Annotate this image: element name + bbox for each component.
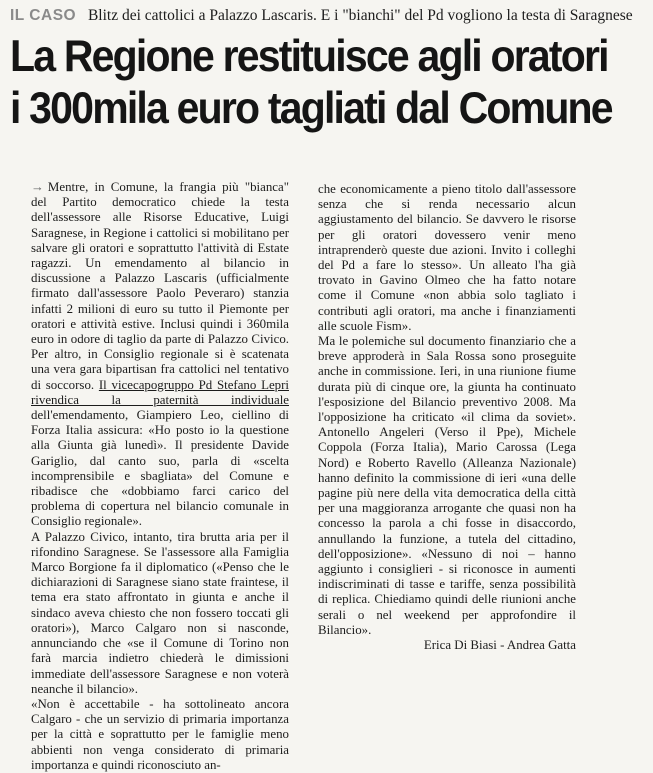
section-label: IL CASO xyxy=(10,7,77,24)
paragraph-1-part-1: Mentre, in Comune, la frangia più "bianca" del Partito democratico chiede la testa dell'assessore alle Risorse Educative, Luigi Saragnese, in Regione i cattolici si mobilitano per salvare gli oratori e soprattutto l'attività di Estate ragazzi. Un emendamento al bilancio in discussione a Palazzo Lascaris (ufficialmente firmato dall'assessore Paolo Peveraro) stanzia infatti 2 milioni di euro su tutto il Piemonte per oratori e attività estive. Inclusi quindi i 360mila euro in odore di taglio da parte di Palazzo Civico. Per altro, in Consiglio regionale si è scatenata una vera gara bipartisan fra cattolici nel tentativo di soccorso. xyxy=(31,180,289,392)
byline: Erica Di Biasi - Andrea Gatta xyxy=(423,638,576,653)
article-paragraph-4: che economicamente a pieno titolo dall'assessore senza che si renda necessario alcun aggiustamento del bilancio. Se davvero le risorse per gli oratori dovessero venir meno intraprenderò queste due azioni. Invito i colleghi del Pd a fare lo stesso». Un alleato l'ha già trovato in Gavino Olmeo che ha fatto notare come il Comune «non abbia solo tagliato i contributi agli oratori, ma anche i finanziamenti alle scuole Fism». xyxy=(318,182,576,333)
arrow-right-icon: → xyxy=(31,180,44,194)
kicker xyxy=(10,7,650,25)
article-paragraph-5: Ma le polemiche sul documento finanziario che a breve approderà in Sala Rossa sono proseguite anche in commissione. Ieri, in una riunione fiume durata più di cinque ore, la giunta ha continuato l'esposizione del Bilancio preventivo 2008. Ma l'opposizione ha criticato «il clima da soviet». Antonello Angeleri (Verso il Ppe), Michele Coppola (Forza Italia), Mario Carossa (Lega Nord) e Roberto Ravello (Alleanza Nazionale) hanno definito la commissione di ieri «una delle pagine più nere della vita democratica della città per una maggioranza arrogante che quasi non ha concesso la parola a chi fosse in disaccordo, annullando la funzione, a tutela del cittadino, dell'opposizione». «Nessuno di noi – hanno aggiunto i consiglieri - si riconosce in aumenti indiscriminati di tasse e tariffe, senza possibilità di replica. Chiediamo quindi delle riunioni anche serali o nel weekend per approfondire il Bilancio». xyxy=(318,334,576,637)
headline-line-1: La Regione restituisce agli oratori xyxy=(10,31,608,81)
kicker-text: Blitz dei cattolici a Palazzo Lascaris. E i "bianchi" del Pd vogliono la testa di Saragnese xyxy=(87,7,633,24)
underlined-passage: Il vicecapogruppo Pd Stefano Lepri rivendica la paternità individuale xyxy=(31,377,289,407)
paragraph-1-part-2: dell'emendamento, Giampiero Leo, ciellino di Forza Italia assicura: «Ho posto io la questione alla Giunta già lunedì». Il presidente Davide Gariglio, dal canto suo, parla di «scelta incomprensibile e sbagliata» del Comune e ribadisce che «dobbiamo farci carico del problema di copertura nel bilancio comunale in Consiglio regionale». xyxy=(31,408,289,529)
article-column-right xyxy=(318,182,576,653)
article-paragraph-1 xyxy=(31,180,289,530)
headline xyxy=(10,30,650,134)
article-paragraph-3: «Non è accettabile - ha sottolineato ancora Calgaro - che un servizio di primaria importanza per la città e soprattutto per le famiglie meno abbienti non venga considerato di primaria importanza e quindi riconosciuto an- xyxy=(31,696,289,772)
article-column-left xyxy=(31,180,289,773)
headline-line-2: i 300mila euro tagliati dal Comune xyxy=(10,82,612,133)
article-paragraph-2: A Palazzo Civico, intanto, tira brutta aria per il rifondino Saragnese. Se l'assessore alla Famiglia Marco Borgione fa il diplomatico («Penso che le dichiarazioni di Saragnese siano state fraintese, il tema era stato affrontato in giunta e anche il sindaco aveva chiesto che non fossero toccati gli oratori»), Marco Calgaro non si nasconde, annunciando che «se il Comune di Torino non farà marcia indietro chiederà le dimissioni immediate dell'assessore Saragnese e non voterà neanche il bilancio». xyxy=(31,529,289,696)
